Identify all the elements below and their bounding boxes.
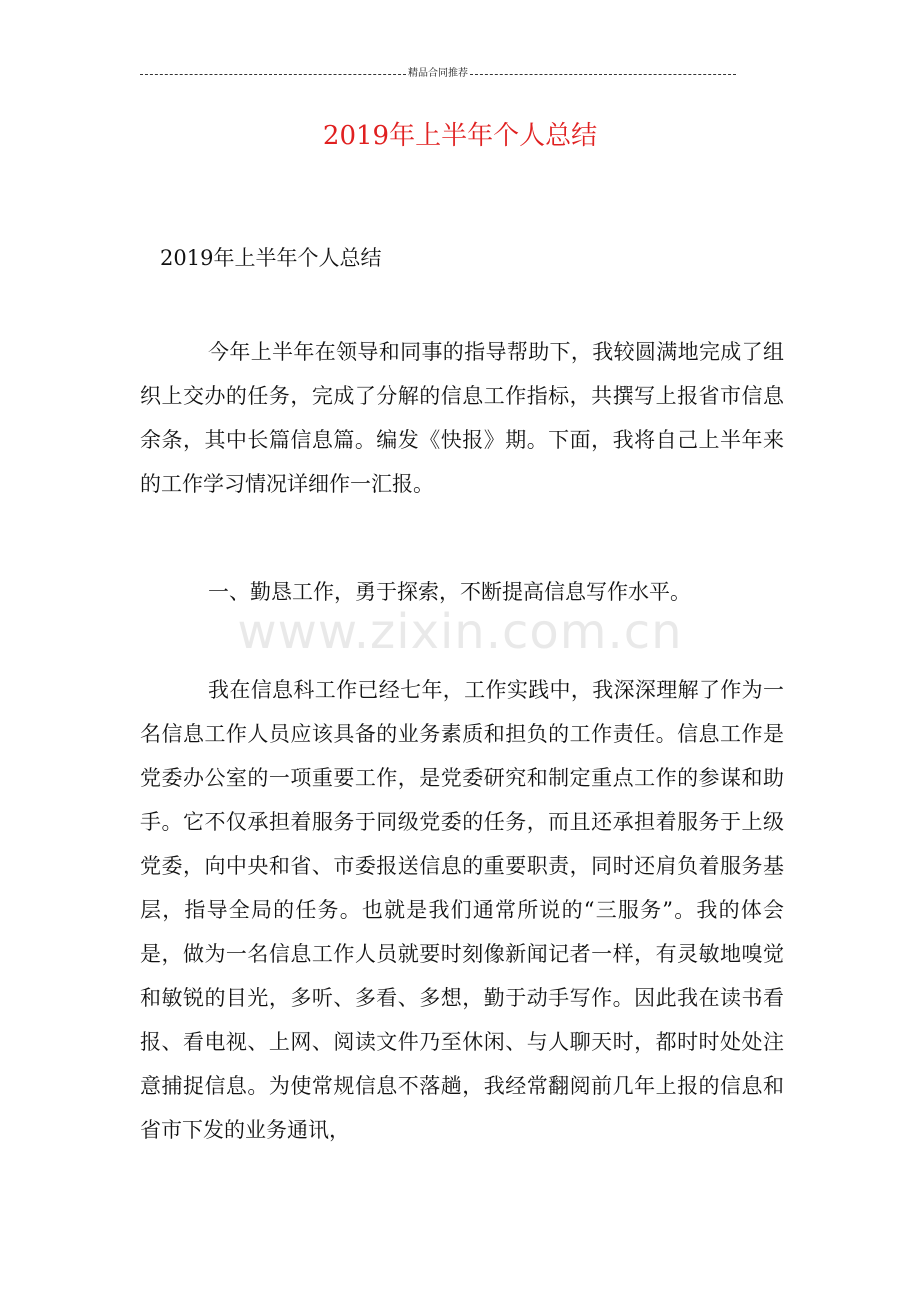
section-heading-1: 一、勤恳工作，勇于探索，不断提高信息写作水平。 bbox=[208, 580, 691, 604]
document-subtitle: 2019年上半年个人总结 bbox=[160, 246, 382, 270]
header-dash-left bbox=[140, 74, 406, 75]
paragraph-intro: 今年上半年在领导和同事的指导帮助下，我较圆满地完成了组织上交办的任务，完成了分解的信息工作指标，共撰写上报省市信息余条，其中长篇信息篇。编发《快报》期。下面，我将自己上半年来的工作学习情况详细作一汇报。 bbox=[140, 340, 784, 496]
header-label: 精品合同推荐 bbox=[408, 68, 468, 79]
header-dash-right bbox=[470, 74, 736, 75]
paragraph-body: 我在信息科工作已经七年，工作实践中，我深深理解了作为一名信息工作人员应该具备的业务素质和担负的工作责任。信息工作是党委办公室的一项重要工作，是党委研究和制定重点工作的参谋和助手。它不仅承担着服务于同级党委的任务，而且还承担着服务于上级党委，向中央和省、市委报送信息的重要职责，同时还肩负着服务基层，指导全局的任务。也就是我们通常所说的“三服务”。我的体会是，做为一名信息工作人员就要时刻像新闻记者一样，有灵敏地嗅觉和敏锐的目光，多听、多看、多想，勤于动手写作。因此我在读书看报、看电视、上网、阅读文件乃至休闲、与人聊天时，都时时处处注意捕捉信息。为使常规信息不落趟，我经常翻阅前几年上报的信息和省市下发的业务通讯， bbox=[140, 678, 784, 1142]
watermark-text: www.zixin.com.cn bbox=[237, 604, 683, 660]
page-header bbox=[140, 66, 736, 82]
document-title: 2019年上半年个人总结 bbox=[322, 121, 598, 151]
